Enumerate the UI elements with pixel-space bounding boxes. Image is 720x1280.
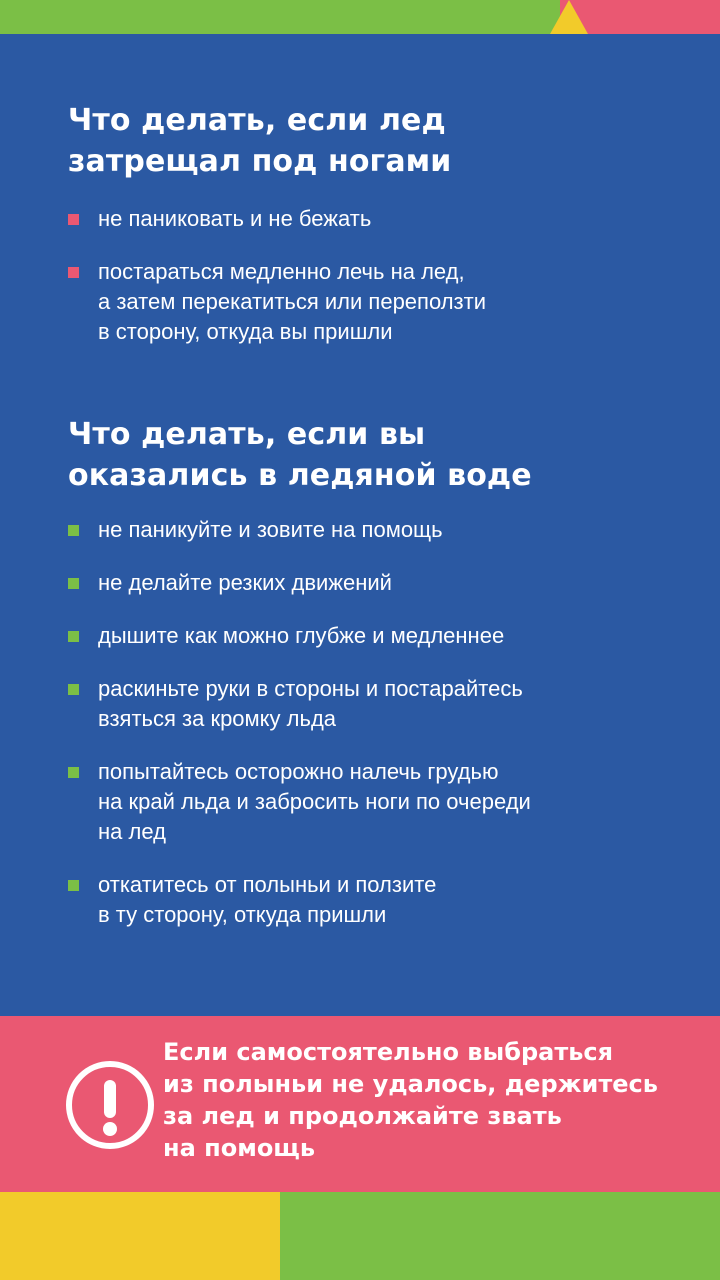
list-item-line: в ту сторону, откуда пришли — [98, 902, 387, 927]
top-green-bar — [0, 0, 560, 34]
pink-square-bullet-icon — [68, 267, 79, 278]
list-item — [68, 621, 708, 651]
list-item-line: не паниковать и не бежать — [98, 206, 372, 231]
alert-line: из полыньи не удалось, держитесь — [163, 1070, 658, 1098]
green-square-bullet-icon — [68, 631, 79, 642]
green-square-bullet-icon — [68, 578, 79, 589]
list-item — [68, 674, 708, 734]
bottom-yellow-bar — [0, 1192, 280, 1280]
list-item — [68, 515, 708, 545]
section1-title-line1: Что делать, если лед — [68, 103, 446, 138]
list-item — [68, 757, 708, 847]
top-color-strip — [0, 0, 720, 34]
top-yellow-triangle — [550, 0, 588, 34]
section1-title-line2: затрещал под ногами — [68, 144, 452, 179]
list-item-line: раскиньте руки в стороны и постарайтесь — [98, 676, 523, 701]
section2-title-line1: Что делать, если вы — [68, 417, 426, 452]
alert-line: за лед и продолжайте звать — [163, 1102, 562, 1130]
list-item-line: попытайтесь осторожно налечь грудью — [98, 759, 499, 784]
list-item-line: откатитесь от полыньи и ползите — [98, 872, 437, 897]
list-item-line: постараться медленно лечь на лед, — [98, 259, 465, 284]
list-item-line: на край льда и забросить ноги по очереди — [98, 789, 531, 814]
list-item-line: не паникуйте и зовите на помощь — [98, 517, 443, 542]
alert-line: Если самостоятельно выбраться — [163, 1038, 614, 1066]
list-item — [68, 870, 708, 930]
bottom-green-bar — [280, 1192, 720, 1280]
alert-text — [163, 1036, 713, 1164]
list-item-line: а затем перекатиться или переползти — [98, 289, 486, 314]
section2-list — [68, 515, 708, 930]
list-item — [68, 568, 708, 598]
green-square-bullet-icon — [68, 525, 79, 536]
section1-title — [68, 100, 451, 182]
green-square-bullet-icon — [68, 880, 79, 891]
section1-list — [68, 204, 708, 347]
exclamation-circle-icon — [66, 1061, 154, 1149]
section2-title-line2: оказались в ледяной воде — [68, 458, 532, 493]
section2-title — [68, 414, 532, 496]
alert-banner — [0, 1016, 720, 1192]
list-item-line: дышите как можно глубже и медленнее — [98, 623, 505, 648]
list-item — [68, 204, 708, 234]
list-item-line: на лед — [98, 819, 166, 844]
pink-square-bullet-icon — [68, 214, 79, 225]
list-item-line: не делайте резких движений — [98, 570, 392, 595]
list-item — [68, 257, 708, 347]
list-item-line: взяться за кромку льда — [98, 706, 337, 731]
green-square-bullet-icon — [68, 684, 79, 695]
alert-line: на помощь — [163, 1134, 316, 1162]
list-item-line: в сторону, откуда вы пришли — [98, 319, 393, 344]
green-square-bullet-icon — [68, 767, 79, 778]
